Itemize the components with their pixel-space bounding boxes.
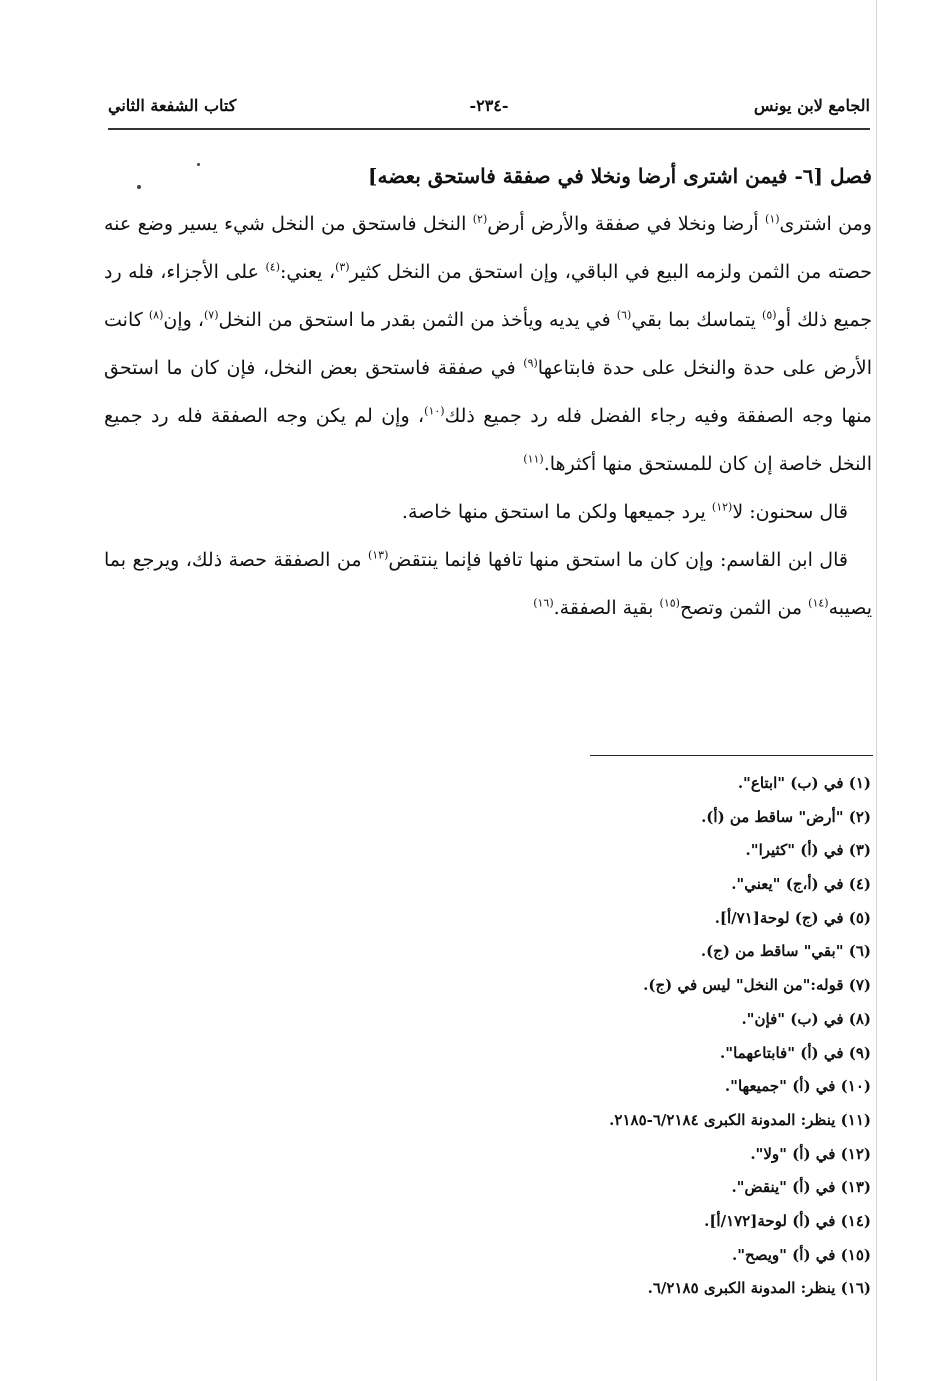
footnote-item: (١٤) في (أ) لوحة[١٧٢/أ]. (704, 1211, 871, 1230)
footnote-item: (٤) في (أ،ج) "يعني". (731, 875, 871, 894)
footnote-ref[interactable]: (٢) (472, 212, 488, 226)
page-number: -٢٣٤- (469, 96, 509, 115)
footnote-item: (٣) في (أ) "كثيرا". (745, 841, 871, 860)
footnote-item: (٧) قوله:"من النخل" ليس في (ج). (643, 976, 871, 995)
body-text: قال ابن القاسم: وإن كان ما استحق منها تافها فإنما ينتقض (388, 549, 848, 571)
footnote-item: (١٦) ينظر: المدونة الكبرى ٦/٢١٨٥. (647, 1279, 871, 1298)
footnote-separator (590, 755, 873, 756)
footnote-ref[interactable]: (١٠) (424, 404, 445, 418)
body-text: ومن اشترى (779, 213, 872, 235)
body-text: ، يعني: (279, 261, 336, 283)
footnote-ref[interactable]: (١٣) (367, 548, 389, 562)
main-text (104, 160, 872, 632)
footnote-ref[interactable]: (١٥) (659, 596, 680, 610)
body-text: في يديه ويأخذ من الثمن بقدر ما استحق من النخل (218, 309, 617, 331)
section-title: فصل [٦- فيمن اشترى أرضا ونخلا في صفقة فاستحق بعضه] (368, 164, 872, 188)
footnote-item: (١١) ينظر: المدونة الكبرى ٦/٢١٨٤-٢١٨٥. (609, 1110, 871, 1129)
footnote-ref[interactable]: (٣) (335, 260, 350, 274)
footnote-ref[interactable]: (٥) (762, 308, 777, 322)
footnote-item: (١) في (ب) "ابتاع". (737, 774, 871, 792)
body-text: في صفقة فاستحق بعض النخل، فإن كان ما استحق منها وجه الصفقة وفيه رجاء الفضل فله رد جميع ذلك (104, 357, 872, 427)
body-text: من الصفقة حصة ذلك، ويرجع بما يصيبه (104, 549, 872, 619)
body-text: يتماسك بما بقي (631, 309, 763, 331)
header-rule (108, 128, 870, 130)
footnote-ref[interactable]: (١٤) (808, 596, 829, 610)
footnote-ref[interactable]: (٧) (203, 308, 219, 322)
body-text: ، وإن (163, 309, 204, 331)
body-text: النخل فاستحق من النخل شيء يسير وضع عنه حصته من الثمن ولزمه البيع في الباقي، وإن استحق من النخل كثير (104, 213, 872, 283)
footnote-ref[interactable]: (٨) (148, 308, 164, 322)
body-text: على الأجزاء، فله رد جميع ذلك أو (104, 261, 872, 331)
sahnun-paragraph (104, 488, 872, 536)
footnote-item: (٩) في (أ) "فابتاعهما". (720, 1043, 871, 1062)
footnote-item: (٢) "أرض" ساقط من (أ). (701, 807, 871, 826)
footnote-item: (١٣) في (أ) "ينقض". (731, 1178, 871, 1197)
footnote-ref[interactable]: (١١) (523, 452, 544, 466)
footnote-item: (١٠) في (أ) "جميعها". (724, 1077, 871, 1096)
footnote-item: (١٥) في (أ) "ويصح". (732, 1245, 871, 1264)
header-book-title: الجامع لابن يونس (753, 96, 870, 115)
header-chapter-title: كتاب الشفعة الثاني (108, 96, 237, 115)
footnote-item: (٨) في (ب) "فإن". (741, 1009, 871, 1028)
footnote-ref[interactable]: (١٦) (533, 596, 554, 610)
footnote-item: (١٢) في (أ) "ولا". (750, 1144, 871, 1163)
body-text: أرضا ونخلا في صفقة والأرض أرض (487, 213, 766, 235)
body-text: كانت الأرض على حدة والنخل على حدة فابتاعها (104, 309, 872, 379)
footnote-ref[interactable]: (٩) (523, 356, 538, 370)
body-text: بقية الصفقة. (553, 597, 660, 619)
body-text: ، وإن لم يكن وجه الصفقة فله رد جميع النخل خاصة إن كان للمستحق منها أكثرها. (104, 405, 872, 475)
ibn-qasim-paragraph (104, 536, 872, 632)
footnote-item: (٦) "بقي" ساقط من (ج). (700, 942, 871, 961)
body-text: يرد جميعها ولكن ما استحق منها خاصة. (401, 501, 712, 523)
footnotes-list (371, 767, 871, 1306)
footnote-ref[interactable]: (١) (765, 212, 780, 226)
body-text: قال سحنون: لا (732, 501, 848, 523)
footnote-ref[interactable]: (٦) (616, 308, 632, 322)
running-header (108, 96, 870, 126)
page-edge-line (876, 0, 877, 1381)
body-text: من الثمن وتصح (679, 597, 809, 619)
footnote-ref[interactable]: (١٢) (711, 500, 733, 514)
footnote-ref[interactable]: (٤) (265, 260, 280, 274)
body-paragraph (104, 200, 872, 488)
footnote-item: (٥) في (ج) لوحة[٧١/أ]. (714, 908, 871, 927)
